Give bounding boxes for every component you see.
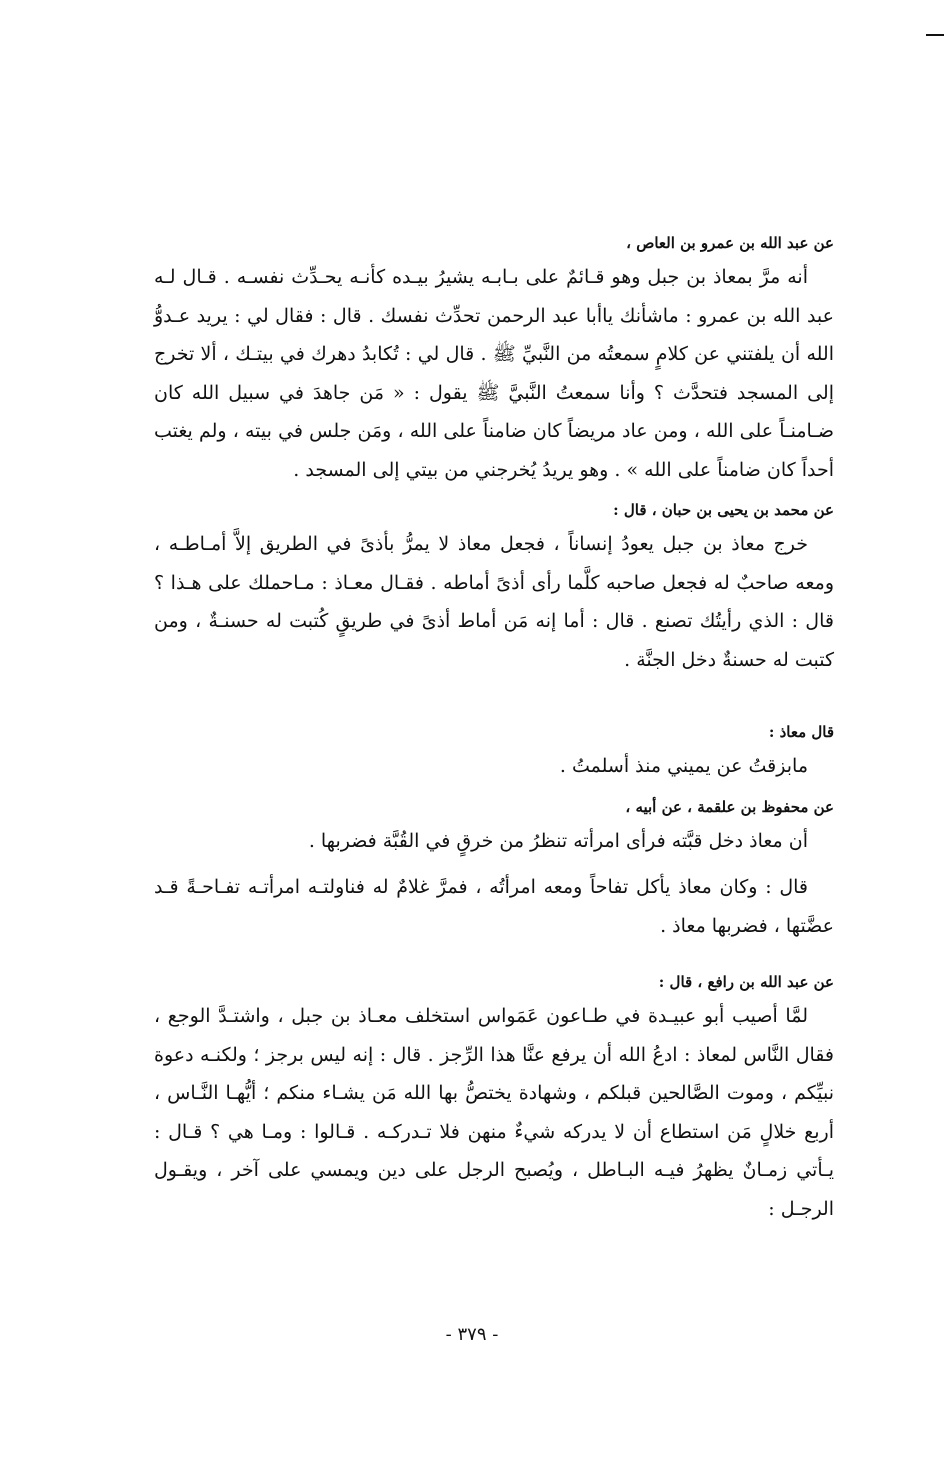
section-source: عن عبد الله بن عمرو بن العاص ، bbox=[626, 234, 834, 252]
section-mahfuz-ibn-alqama bbox=[154, 796, 834, 946]
section-abdullah-ibn-rafi bbox=[154, 971, 834, 1228]
section-paragraph: مابزقتُ عن يميني منذ أسلمتُ . bbox=[559, 755, 808, 777]
spacer bbox=[154, 786, 834, 796]
section-source: عن عبد الله بن رافع ، قال : bbox=[658, 973, 834, 991]
spacer bbox=[154, 489, 834, 499]
section-paragraph: أن معاذ دخل قبَّته فرأى امرأته تنظرُ من خرقٍ في القُبَّة فضربها . bbox=[308, 829, 808, 852]
section-muadh-saying bbox=[154, 721, 834, 786]
section-paragraph: أنه مرَّ بمعاذ بن جبل وهو قـائمٌ على بـابـه يشيرُ بيـده كأنـه يحـدِّث نفسـه . قـال لـه عبد الله بن عمرو : ماشأنك ياأبا عبد الرحمن تحدِّث نفسك . قال : فقال لي : يريد عـدوُّ الله أن يلفتني عن كلامٍ سمعتُه من النَّبيِّ ﷺ . قال لي : تُكابدُ دهرك في بيتـك ، ألا تخرج إلى المسجد فتحدَّث ؟ وأنا سمعتُ النَّبيَّ ﷺ يقول : « مَن جاهدَ في سبيل الله كان ضـامنـاً على الله ، ومن عاد مريضاً كان ضامناً على الله ، ومَن جلس في بيته ، ولم يغتب أحداً كان ضامناً على الله » . وهو يريدُ يُخرجني من بيتي إلى المسجد . bbox=[154, 266, 834, 481]
section-paragraph: خرج معاذ بن جبل يعودُ إنساناً ، فجعل معاذ لا يمرُّ بأذىً في الطريق إلاَّ أمـاطـه ، ومعه صاحبٌ له فجعل صاحبه كلَّما رأى أذىً أماطه . فقـال معـاذ : مـاحملك على هـذا ؟ قال : الذي رأيتُك تصنع . قال : أما إنه مَن أماط أذىً في طريقٍ كُتبت له حسنـةٌ ، ومن كتبت له حسنةٌ دخل الجنَّة . bbox=[154, 533, 834, 671]
spacer bbox=[154, 860, 834, 868]
section-abdullah-ibn-amr bbox=[154, 232, 834, 489]
spacer bbox=[154, 945, 834, 971]
page-number: - ٣٧٩ - bbox=[445, 1324, 499, 1345]
page-body bbox=[154, 232, 834, 1228]
section-paragraph: لمَّا أصيب أبو عبيـدة في طـاعون عَمَواس استخلف معـاذ بن جبل ، واشتـدَّ الوجع ، فقال النَّاس لمعاذ : ادعُ الله أن يرفع عنَّا هذا الرِّجز . قال : إنه ليس برجز ؛ ولكنـه دعوة نبيِّكم ، وموت الصَّالحين قبلكم ، وشهادة يختصُّ بها الله مَن يشـاء منكم ؛ أيُّهـا النَّـاس ، أربع خلالٍ مَن استطاع أن لا يدركه شيءٌ منهن فلا تـدركـه . قـالوا : ومـا هي ؟ قـال : يـأتي زمـانٌ يظهرُ فيـه البـاطل ، ويُصبح الرجل على دين ويمسي على آخر ، ويقـول الرجـل : bbox=[154, 1005, 834, 1220]
section-source: عن محمد بن يحيى بن حبان ، قال : bbox=[613, 501, 834, 519]
section-source: عن محفوظ بن علقمة ، عن أبيه ، bbox=[625, 797, 834, 816]
section-muhammad-ibn-yahya bbox=[154, 499, 834, 679]
section-source: قال معاذ : bbox=[768, 723, 834, 741]
section-paragraph: قال : وكان معاذ يأكل تفاحاً ومعه امرأتُه ، فمرَّ غلامٌ له فناولتـه امرأتـه تفـاحـةً قـد عضَّتها ، فضربها معاذ . bbox=[154, 876, 834, 937]
spacer bbox=[154, 679, 834, 721]
page-edge-mark bbox=[926, 34, 944, 36]
